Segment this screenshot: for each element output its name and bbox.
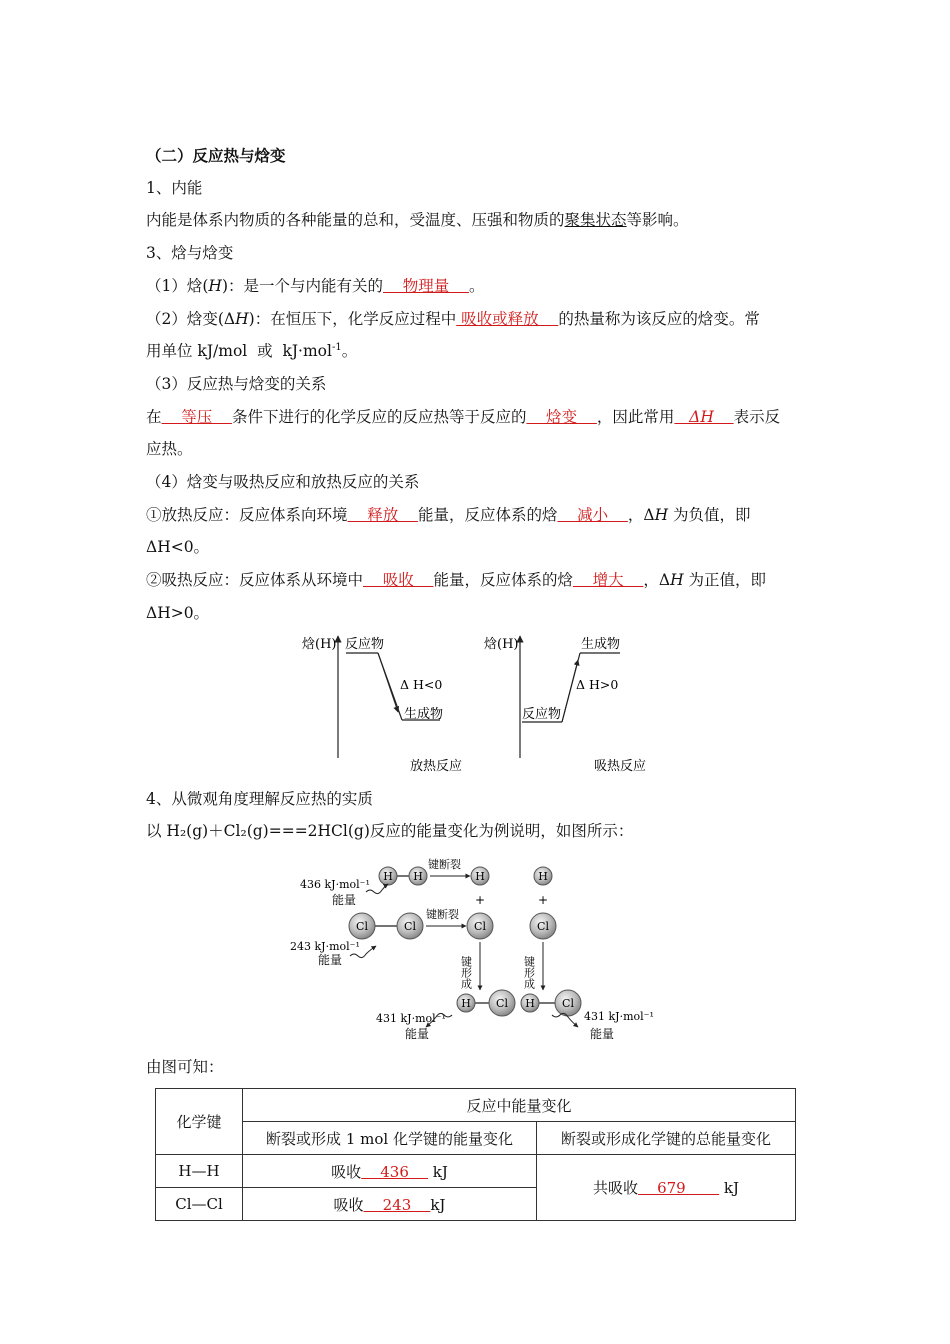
paragraph-enthalpy-unit: 用单位 kJ/mol 或 kJ·mol$^{-1}$。 [146, 341, 358, 360]
caption-right: 吸热反应 [594, 759, 647, 774]
svg-text:Cl: Cl [496, 997, 508, 1010]
product-label-right: 生成物 [581, 637, 621, 652]
axis-label-left: 焓(H) [302, 637, 337, 652]
paragraph-enthalpy-def: （1）焓(H)：是一个与内能有关的 物理量 。 [146, 277, 485, 295]
svg-text:Cl: Cl [537, 920, 549, 933]
paragraph-exothermic: ①放热反应：反应体系向环境 释放 能量，反应体系的焓 减小 ，ΔH 为负值，即 [146, 506, 751, 524]
table-header-per-mol: 断裂或形成 1 mol 化学键的能量变化 [243, 1122, 537, 1155]
bond-form-label: 键形成 [459, 956, 473, 989]
svg-text:Cl: Cl [404, 920, 416, 933]
product-label-left: 生成物 [404, 707, 444, 722]
paragraph-exothermic-end: ΔH<0。 [146, 538, 210, 556]
exothermic-diagram [301, 636, 462, 774]
heading-relation: （3）反应热与焓变的关系 [146, 375, 327, 393]
svg-text:H: H [525, 997, 535, 1010]
bond-energy-table [155, 1088, 796, 1221]
table-total-cell: 共吸收 679 kJ [537, 1155, 796, 1221]
svg-text:能量: 能量 [318, 953, 343, 967]
svg-text:能量: 能量 [590, 1027, 615, 1041]
svg-text:Cl: Cl [562, 997, 574, 1010]
table-header-total: 断裂或形成化学键的总能量变化 [537, 1122, 796, 1155]
bond-energy-diagram [290, 850, 670, 1050]
bond-break-label: 键断裂 [428, 858, 461, 871]
heading-microscopic: 4、从微观角度理解反应热的实质 [146, 790, 373, 808]
dh-label-right: Δ H>0 [576, 677, 619, 692]
paragraph-endothermic-end: ΔH>0。 [146, 604, 210, 622]
caption-left: 放热反应 [410, 759, 463, 774]
reactant-label-right: 反应物 [522, 707, 562, 722]
heading-exo-endo: （4）焓变与吸热反应和放热反应的关系 [146, 473, 420, 491]
energy-431-left: 431 kJ·mol⁻¹ [376, 1012, 446, 1025]
svg-text:Cl: Cl [356, 920, 368, 933]
energy-431-right: 431 kJ·mol⁻¹ [584, 1010, 654, 1023]
enthalpy-diagram [290, 628, 670, 778]
paragraph-relation: 在 等压 条件下进行的化学反应的反应热等于反应的 焓变 ，因此常用 ΔH 表示反 [146, 408, 781, 426]
svg-text:H: H [461, 997, 471, 1010]
section-title: （二）反应热与焓变 [146, 146, 286, 165]
endothermic-diagram [483, 636, 646, 774]
heading-internal-energy: 1、内能 [146, 179, 203, 197]
svg-text:+: + [474, 893, 486, 907]
svg-text:H: H [383, 870, 393, 883]
svg-text:H: H [538, 870, 548, 883]
paragraph-relation-end: 应热。 [146, 440, 193, 458]
svg-text:键形成: 键形成 [522, 956, 536, 989]
svg-text:H: H [475, 870, 485, 883]
svg-text:+: + [537, 893, 549, 907]
conclusion-label: 由图可知： [146, 1058, 224, 1076]
paragraph-endothermic: ②吸热反应：反应体系从环境中 吸收 能量，反应体系的焓 增大 ，ΔH 为正值，即 [146, 571, 767, 589]
energy-436: 436 kJ·mol⁻¹ [300, 878, 370, 891]
table-row: Cl—Cl 吸收 243 kJ [156, 1188, 796, 1221]
dh-label-left: Δ H<0 [400, 677, 443, 692]
svg-text:Cl: Cl [474, 920, 486, 933]
svg-text:能量: 能量 [332, 893, 357, 907]
svg-text:键断裂: 键断裂 [426, 908, 459, 921]
paragraph-enthalpy-change: （2）焓变(ΔH)：在恒压下，化学反应过程中 吸收或释放 的热量称为该反应的焓变。常 [146, 310, 760, 328]
heading-enthalpy: 3、焓与焓变 [146, 244, 234, 262]
table-row: H—H 吸收 436 kJ 共吸收 679 kJ [156, 1155, 796, 1188]
axis-label-right: 焓(H) [484, 637, 519, 652]
paragraph-internal-energy: 内能是体系内物质的各种能量的总和，受温度、压强和物质的聚集状态等影响。 [146, 211, 689, 229]
svg-text:H: H [413, 870, 423, 883]
svg-text:能量: 能量 [405, 1027, 430, 1041]
reactant-label-left: 反应物 [345, 637, 385, 652]
paragraph-example: 以 H₂(g)＋Cl₂(g)===2HCl(g)反应的能量变化为例说明，如图所示： [146, 822, 634, 840]
energy-243: 243 kJ·mol⁻¹ [290, 940, 360, 953]
table-header-change: 反应中能量变化 [243, 1089, 796, 1122]
table-header-bond: 化学键 [156, 1089, 243, 1155]
